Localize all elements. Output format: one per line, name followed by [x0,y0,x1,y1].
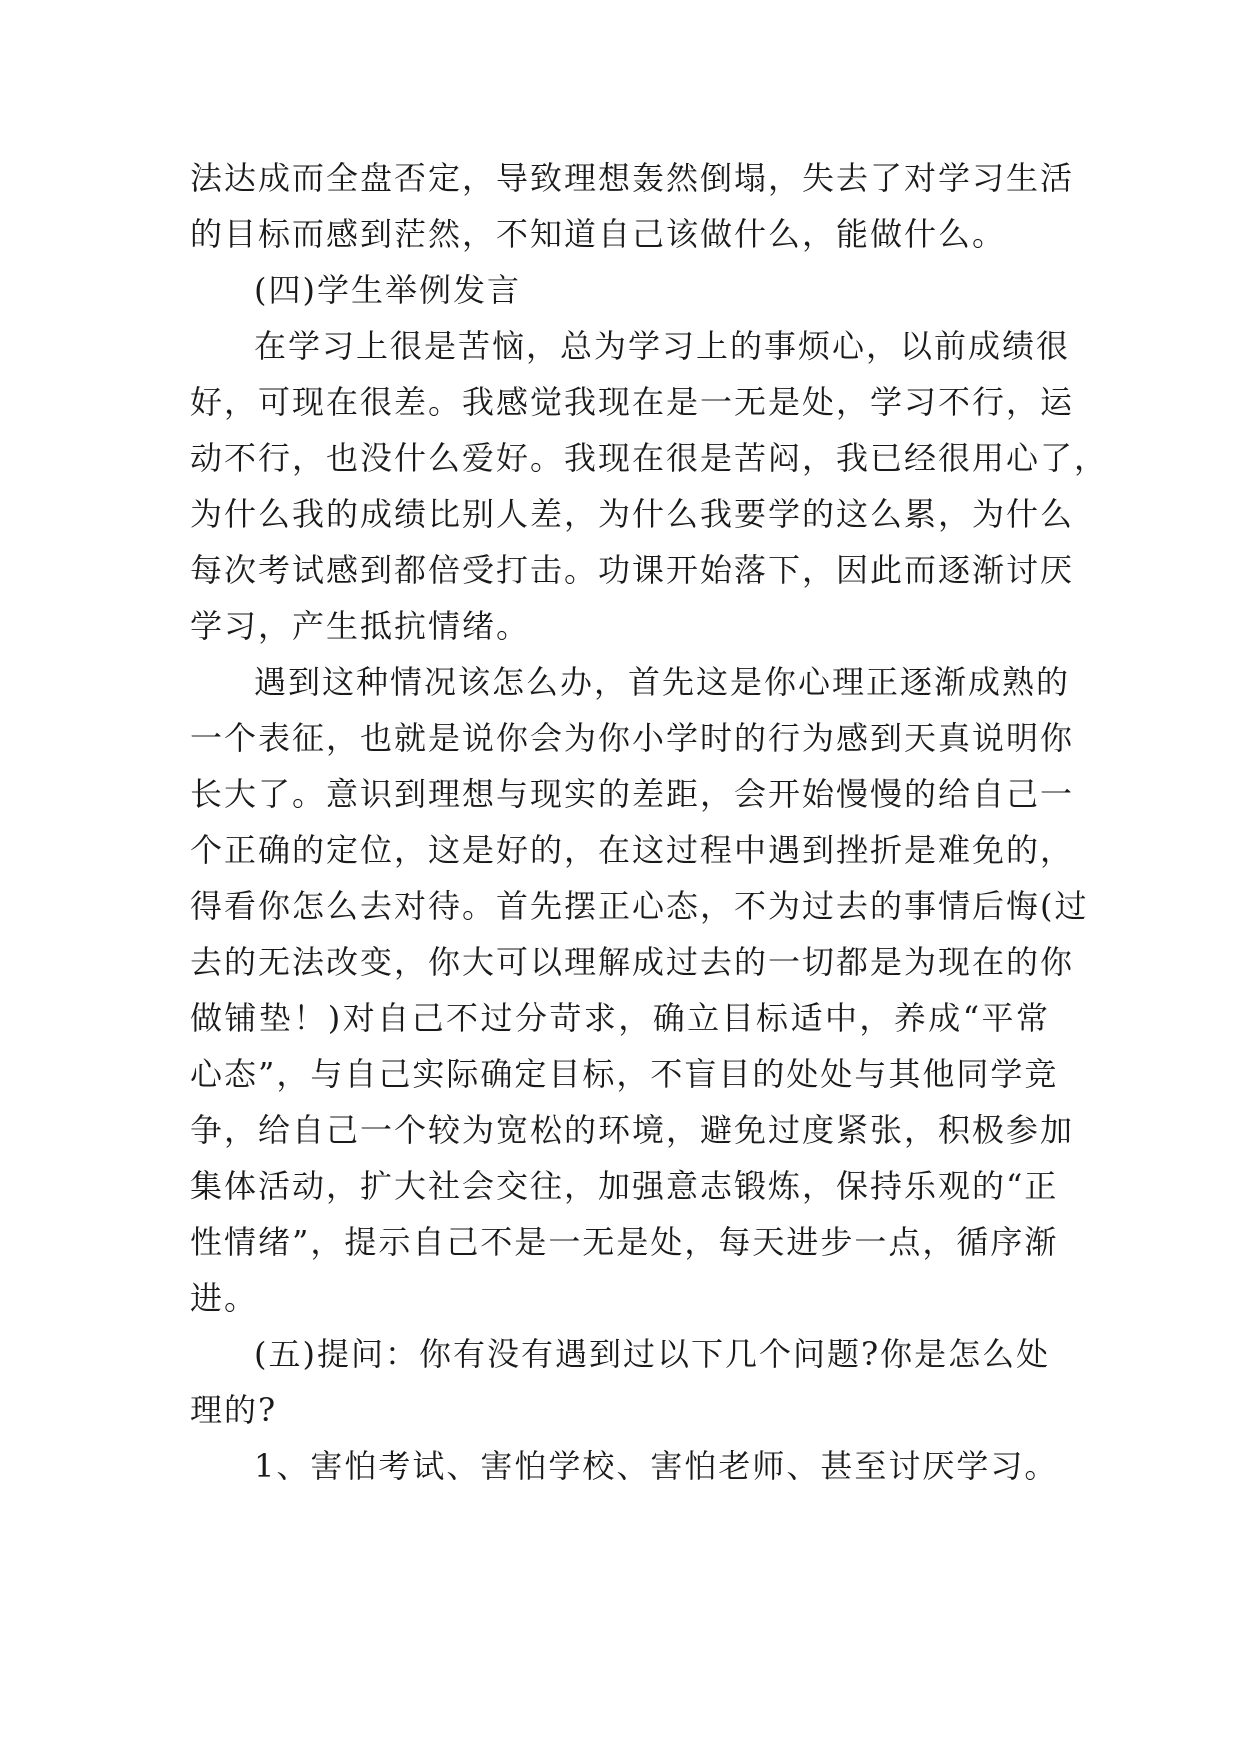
text-line: 长大了。意识到理想与现实的差距，会开始慢慢的给自己一 [190,775,1075,813]
text-line: 法达成而全盘否定，导致理想轰然倒塌，失去了对学习生活 [190,159,1075,197]
document-page [190,150,1109,1494]
text-line: 去的无法改变，你大可以理解成过去的一切都是为现在的你 [190,943,1075,981]
text-line: 性情绪”，提示自己不是一无是处，每天进步一点，循序渐 [190,1223,1059,1261]
text-line: 学习，产生抵抗情绪。 [190,607,531,645]
text-line: 1、害怕考试、害怕学校、害怕老师、甚至讨厌学习。 [254,1447,1059,1485]
text-line: 每次考试感到都倍受打击。功课开始落下，因此而逐渐讨厌 [190,551,1075,589]
text-line: 做铺垫！)对自己不过分苛求，确立目标适中，养成“平常 [190,999,1050,1037]
text-line: 好，可现在很差。我感觉我现在是一无是处，学习不行，运 [190,383,1075,421]
text-line: 争，给自己一个较为宽松的环境，避免过度紧张，积极参加 [190,1111,1075,1149]
text-line: (四)学生举例发言 [254,271,521,309]
text-line: 动不行，也没什么爱好。我现在很是苦闷，我已经很用心了， [190,439,1109,477]
text-line: 一个表征，也就是说你会为你小学时的行为感到天真说明你 [190,719,1075,757]
list-item-1 [190,1438,1059,1494]
text-line: (五)提问：你有没有遇到过以下几个问题?你是怎么处 [254,1335,1051,1373]
text-line: 在学习上很是苦恼，总为学习上的事烦心，以前成绩很 [254,327,1071,365]
text-line: 理的? [190,1391,278,1429]
paragraph-advice [190,654,1089,1326]
text-line: 得看你怎么去对待。首先摆正心态，不为过去的事情后悔(过 [190,887,1089,925]
paragraph-student-example [190,318,1109,654]
paragraph-1 [190,150,1075,262]
text-line: 进。 [190,1279,259,1317]
text-line: 集体活动，扩大社会交往，加强意志锻炼，保持乐观的“正 [190,1167,1059,1205]
text-line: 遇到这种情况该怎么办，首先这是你心理正逐渐成熟的 [254,663,1071,701]
text-line: 个正确的定位，这是好的，在这过程中遇到挫折是难免的， [190,831,1075,869]
section-heading-4 [190,262,1050,318]
section-heading-5 [190,1326,1050,1438]
text-line: 的目标而感到茫然，不知道自己该做什么，能做什么。 [190,215,1007,253]
text-line: 心态”，与自己实际确定目标，不盲目的处处与其他同学竞 [190,1055,1059,1093]
text-line: 为什么我的成绩比别人差，为什么我要学的这么累，为什么 [190,495,1075,533]
